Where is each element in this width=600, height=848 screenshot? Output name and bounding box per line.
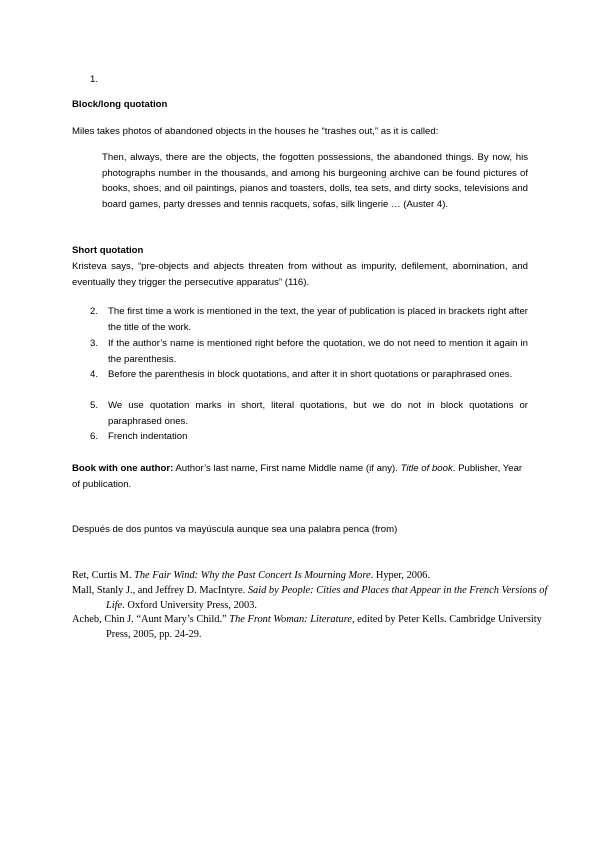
book-format-part1: Author’s last name, First name Middle name (if any).	[173, 463, 401, 474]
list-item	[90, 367, 528, 383]
list-item	[90, 336, 528, 367]
list-item-number: 3.	[90, 338, 99, 349]
list-item-text: We use quotation marks in short, literal quotations, but we do not in block quotations or paraphrased ones.	[108, 400, 528, 427]
book-format-line	[72, 461, 528, 492]
list-number-1: 1.	[90, 74, 99, 85]
reference-author: Ret, Curtis M.	[72, 570, 135, 581]
short-quotation-text: Kristeva says, “pre-objects and abjects threaten from without as impurity, defilement, abomination, and eventually they trigger the persecutive apparatus” (116).	[72, 261, 528, 288]
list-item-text: Before the parenthesis in block quotations, and after it in short quotations or paraphrased ones.	[108, 369, 513, 380]
reference-author: Mall, Stanly J., and Jeffrey D. MacIntyre.	[72, 585, 248, 596]
block-quotation-text: Then, always, there are the objects, the fogotten possessions, the abandoned things. By now, his photographs number in the thousands, and among his burgeoning archive can be found pictures of books, shoes, and oil paintings, pianos and toasters, dolls, tea sets, and dirty socks, televisions and board games, party dresses and tennis racquets, sofas, silk lingerie … (Auster 4).	[102, 152, 528, 210]
reference-entry	[72, 569, 566, 584]
reference-author: Acheb, Chin J. “Aunt Mary’s Child.”	[72, 614, 230, 625]
list-item-text: French indentation	[108, 431, 188, 442]
reference-publication: . Oxford University Press, 2003.	[122, 599, 257, 611]
list-item	[90, 398, 528, 429]
block-quotation-heading: Block/long quotation	[72, 99, 168, 110]
short-quotation-heading: Short quotation	[72, 245, 144, 256]
book-format-part2: . Publisher, Year of publication.	[72, 463, 523, 490]
book-format-title: Title of book	[400, 463, 453, 474]
spanish-note: Después de dos puntos va mayúscula aunque sea una palabra penca (from)	[72, 524, 398, 535]
block-quotation-intro: Miles takes photos of abandoned objects in the houses he “trashes out,” as it is called:	[72, 126, 439, 137]
reference-title: The Front Woman: Literature	[229, 614, 352, 625]
reference-entry	[72, 613, 566, 642]
list-item	[90, 304, 528, 335]
reference-title: The Fair Wind: Why the Past Concert Is Mourning More	[134, 570, 371, 581]
list-item-number: 6.	[90, 431, 99, 442]
reference-publication: . Hyper, 2006.	[370, 570, 430, 581]
book-format-label: Book with one author:	[72, 463, 174, 474]
list-item-number: 2.	[90, 306, 99, 317]
reference-entry	[72, 584, 566, 613]
list-item-number: 4.	[90, 369, 99, 380]
reference-title: Said by People: Cities and Places that Appear in the French Versions of Life	[106, 585, 548, 611]
list-item-text: The first time a work is mentioned in the text, the year of publication is placed in brackets right after the title of the work.	[108, 306, 528, 333]
list-item-number: 5.	[90, 400, 99, 411]
list-item	[90, 429, 528, 445]
reference-publication: , edited by Peter Kells. Cambridge University Press, 2005, pp. 24-29.	[106, 614, 542, 640]
list-item-text: If the author’s name is mentioned right before the quotation, we do not need to mention it again in the parenthesis.	[108, 338, 528, 365]
